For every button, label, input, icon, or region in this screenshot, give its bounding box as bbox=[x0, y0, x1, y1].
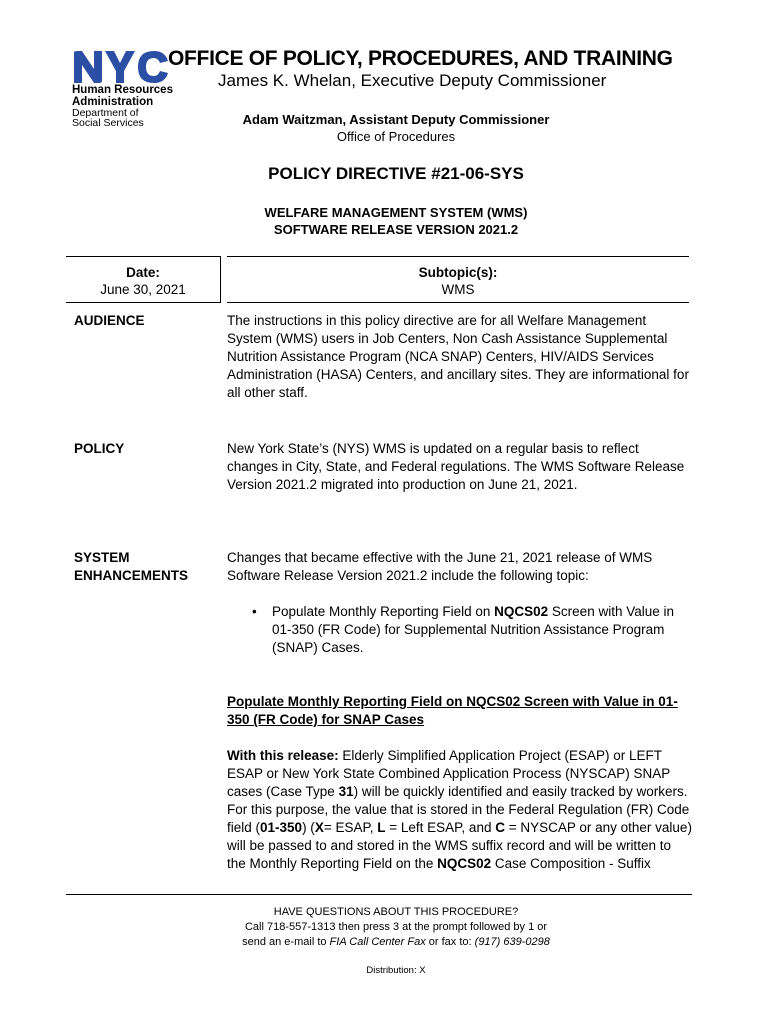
subtopic-label: Subtopic(s): bbox=[418, 265, 498, 280]
audience-text: The instructions in this policy directive are for all Welfare Management System (WMS) users in Job Centers, Non Cash Assistance Supplemental Nutrition Assistance Program (NCA SNAP) Centers, HIV/AIDS Services Administration (HASA) Centers, and ancillary sites. They are informational for all other staff. bbox=[227, 313, 689, 400]
bullet-item bbox=[272, 603, 692, 657]
distribution: Distribution: X bbox=[366, 965, 426, 976]
detail-heading: Populate Monthly Reporting Field on NQCS02 Screen with Value in 01-350 (FR Code) for SNAP Cases bbox=[227, 694, 678, 727]
assistant-commissioner: Adam Waitzman, Assistant Deputy Commissioner bbox=[242, 112, 550, 127]
detail-code-l: L bbox=[377, 820, 386, 835]
detail-part-10: = Left ESAP, and bbox=[385, 820, 496, 835]
logo-agency-line1: Human Resources bbox=[72, 84, 173, 96]
detail-part-8: = ESAP, bbox=[323, 820, 378, 835]
detail-paragraph bbox=[227, 747, 693, 873]
detail-part-4: ) will be quickly identified and easily tracked by workers. For this purpose, the value that is stored in the Federal Regulation (FR) Code field ( bbox=[227, 784, 690, 835]
footer-contact-mid: or fax to: bbox=[425, 936, 475, 948]
footer-contact bbox=[0, 936, 770, 949]
policy-label: POLICY bbox=[74, 441, 125, 456]
office-name: Office of Procedures bbox=[336, 129, 456, 144]
detail-part-14: Case Composition - Suffix bbox=[491, 856, 651, 871]
logo-dept-line1: Department of bbox=[72, 107, 139, 119]
bullet-text-post: Screen with Value in 01-350 (FR Code) for Supplemental Nutrition Assistance Program (SNAP) Cases. bbox=[272, 604, 674, 655]
nyc-wordmark-icon bbox=[72, 49, 176, 85]
directive-number: POLICY DIRECTIVE #21-06-SYS bbox=[268, 164, 524, 183]
date-box bbox=[66, 256, 221, 303]
detail-part-6: ) ( bbox=[302, 820, 315, 835]
logo-dept-line2: Social Services bbox=[72, 117, 144, 129]
policy-text: New York State’s (NYS) WMS is updated on a regular basis to reflect changes in City, State, and Federal regulations. The WMS Software Release Version 2021.2 migrated into production on June 21, 2021. bbox=[227, 441, 685, 492]
detail-lead: With this release: bbox=[227, 748, 339, 763]
bullet-text-bold: NQCS02 bbox=[494, 604, 549, 619]
footer-questions: HAVE QUESTIONS ABOUT THIS PROCEDURE? bbox=[273, 906, 519, 918]
logo-agency-line2: Administration bbox=[72, 96, 154, 108]
detail-part-2: Elderly Simplified Application Project (ESAP) or LEFT ESAP or New York State Combined Application Process (NYSCAP) SNAP cases (Case Type bbox=[227, 748, 670, 799]
footer-divider bbox=[66, 894, 692, 895]
detail-case-type: 31 bbox=[338, 784, 354, 799]
bullet-icon: • bbox=[252, 604, 257, 619]
detail-code-c: C bbox=[495, 820, 505, 835]
system-text: Changes that became effective with the June 21, 2021 release of WMS Software Release Version 2021.2 include the following topic: bbox=[227, 550, 653, 583]
detail-part-12: = NYSCAP or any other value) will be passed to and stored in the WMS suffix record and will be written to the Monthly Reporting Field on the bbox=[227, 820, 692, 871]
executive-commissioner: James K. Whelan, Executive Deputy Commissioner bbox=[218, 71, 607, 90]
footer-contact-email: FIA Call Center Fax bbox=[329, 936, 426, 948]
system-label-line2: ENHANCEMENTS bbox=[74, 568, 189, 583]
system-label-line1: SYSTEM bbox=[74, 550, 130, 565]
audience-label: AUDIENCE bbox=[74, 313, 145, 328]
office-title: OFFICE OF POLICY, PROCEDURES, AND TRAINING bbox=[168, 47, 673, 70]
subtopic-box bbox=[227, 256, 689, 303]
date-value: June 30, 2021 bbox=[100, 282, 186, 297]
bullet-text-pre: Populate Monthly Reporting Field on bbox=[272, 604, 495, 619]
footer-contact-pre: send an e-mail to bbox=[242, 936, 330, 948]
directive-title-line2: SOFTWARE RELEASE VERSION 2021.2 bbox=[273, 222, 519, 237]
detail-screen-name: NQCS02 bbox=[437, 856, 492, 871]
detail-code-x: X bbox=[314, 820, 324, 835]
date-label: Date: bbox=[126, 265, 160, 280]
directive-title-line1: WELFARE MANAGEMENT SYSTEM (WMS) bbox=[264, 205, 528, 220]
detail-field-code: 01-350 bbox=[260, 820, 303, 835]
subtopic-value: WMS bbox=[441, 282, 475, 297]
footer-contact-fax: (917) 639-0298 bbox=[474, 936, 550, 948]
footer-call: Call 718-557-1313 then press 3 at the prompt followed by 1 or bbox=[244, 921, 548, 933]
